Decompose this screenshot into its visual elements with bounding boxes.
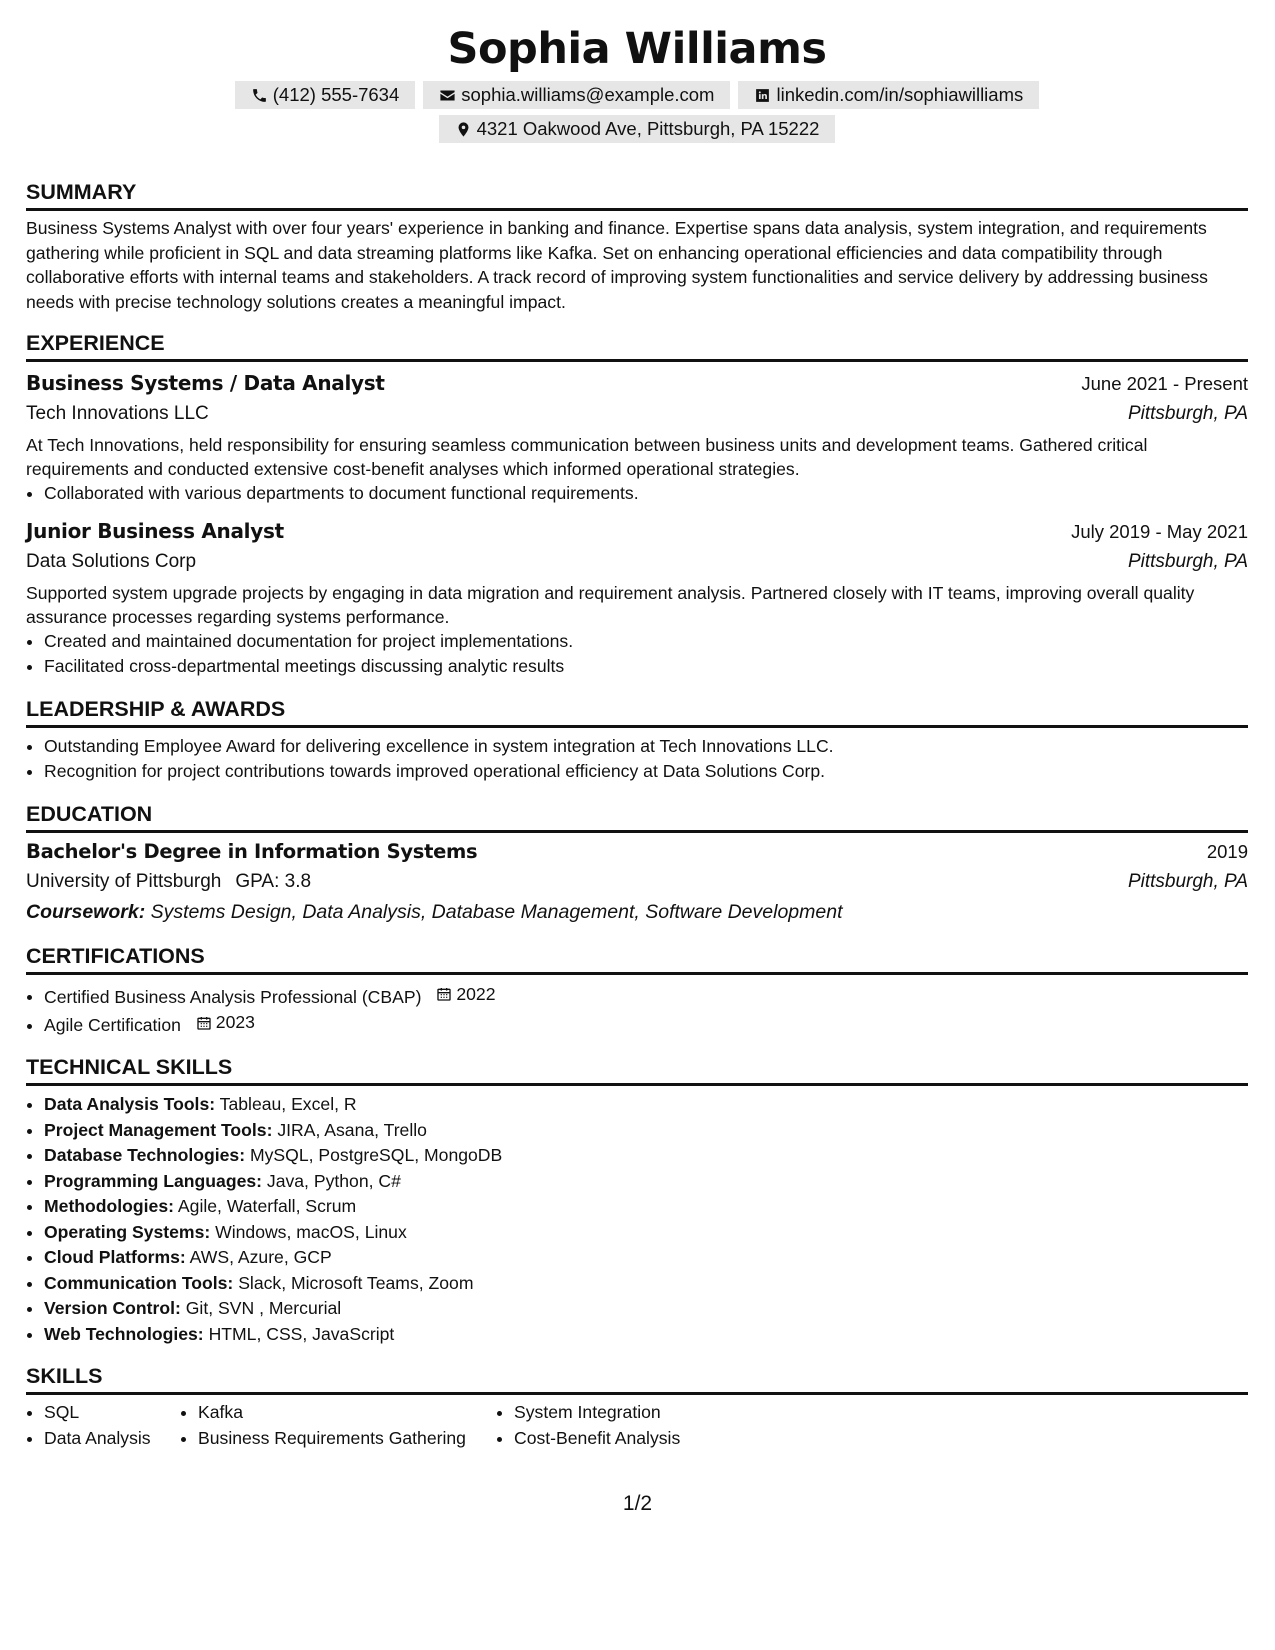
list-item	[44, 1271, 1248, 1297]
skill-value: Tableau, Excel, R	[219, 1094, 357, 1114]
coursework-label: Coursework:	[26, 900, 146, 923]
job-entry	[26, 368, 1248, 507]
calendar-icon	[196, 1015, 212, 1031]
job-description: Supported system upgrade projects by engaging in data migration and requirement analysis. Partnered closely with IT teams, improving overall quality assurance processes regarding systems performance.	[26, 582, 1195, 627]
linkedin-icon	[754, 87, 771, 104]
skill-value: HTML, CSS, JavaScript	[208, 1323, 395, 1344]
email-chip[interactable]	[423, 81, 730, 109]
section-title: TECHNICAL SKILLS	[26, 1054, 1248, 1086]
list-item: • Business Requirements Gathering	[198, 1425, 490, 1451]
job-description: At Tech Innovations, held responsibility for ensuring seamless communication between business units and development teams. Gathered critical requirements and conducted extensive cost-benefit analyses which informed operational strategies.	[26, 435, 1148, 479]
skill-label: Web Technologies:	[44, 1323, 204, 1344]
section-title: SUMMARY	[26, 179, 1248, 211]
skills-column	[174, 1399, 490, 1451]
candidate-name: Sophia Williams	[447, 24, 827, 74]
section-title: EXPERIENCE	[26, 330, 1248, 362]
list-item: • SQL	[44, 1399, 174, 1425]
address-chip	[439, 115, 836, 143]
job-dates: June 2021 - Present	[1081, 373, 1248, 394]
page-number: 1/2	[622, 1492, 653, 1515]
map-pin-icon	[455, 121, 472, 138]
job-company: Data Solutions Corp	[26, 550, 197, 572]
technical-skills-list	[26, 1092, 1248, 1347]
skills-column	[490, 1399, 680, 1451]
section-title: SKILLS	[26, 1363, 1248, 1395]
section-title: CERTIFICATIONS	[26, 943, 1248, 975]
job-entry	[26, 516, 1248, 680]
summary-section	[26, 179, 1248, 314]
cert-name: Certified Business Analysis Professional (CBAP)	[44, 986, 422, 1007]
phone-text: (412) 555-7634	[272, 84, 400, 105]
skill-label: Version Control:	[44, 1298, 181, 1318]
skill-value: Java, Python, C#	[266, 1170, 401, 1191]
list-item	[44, 1169, 1248, 1195]
list-item: • Facilitated cross-departmental meetings discussing analytic results	[44, 654, 1248, 680]
skill-label: Communication Tools:	[44, 1272, 234, 1293]
contact-row-1	[26, 81, 1248, 109]
resume-page	[26, 0, 1248, 1451]
envelope-icon	[439, 87, 456, 104]
skill-value: AWS, Azure, GCP	[189, 1247, 332, 1267]
skills-column	[26, 1399, 174, 1451]
certifications-list	[26, 982, 1248, 1039]
skill-value: Git, SVN , Mercurial	[185, 1298, 342, 1318]
skill-label: Project Management Tools:	[44, 1119, 273, 1140]
list-item	[44, 1143, 1248, 1169]
phone-icon	[251, 87, 268, 104]
skills-section	[26, 1363, 1248, 1451]
list-item	[44, 1118, 1248, 1144]
job-header-row	[26, 368, 1248, 399]
list-item: • Cost-Benefit Analysis	[514, 1425, 680, 1451]
cert-year: 2022	[456, 983, 496, 1004]
technical-skills-section	[26, 1054, 1248, 1347]
skill-label: Programming Languages:	[44, 1170, 262, 1191]
list-item: • Kafka	[198, 1399, 490, 1425]
job-title: Business Systems / Data Analyst	[26, 371, 385, 395]
cert-name: Agile Certification	[44, 1014, 181, 1035]
school-line	[26, 867, 311, 897]
list-item: • System Integration	[514, 1399, 680, 1425]
school-location: Pittsburgh, PA	[1127, 870, 1248, 892]
cert-date	[436, 982, 495, 1008]
education-section	[26, 801, 1248, 927]
school-name: University of Pittsburgh	[26, 870, 222, 892]
skills-columns	[26, 1399, 1248, 1451]
job-location: Pittsburgh, PA	[1127, 403, 1248, 424]
cert-year: 2023	[215, 1011, 255, 1032]
linkedin-text: linkedin.com/in/sophiawilliams	[776, 84, 1024, 105]
list-item	[44, 1245, 1248, 1271]
list-item	[44, 1194, 1248, 1220]
certifications-section	[26, 943, 1248, 1039]
list-item	[44, 1092, 1248, 1118]
education-school-row	[26, 867, 1248, 897]
degree-title: Bachelor's Degree in Information Systems	[26, 839, 478, 863]
list-item: • Recognition for project contributions towards improved operational efficiency at Data Solutions Corp.	[44, 759, 1248, 785]
address-text: 4321 Oakwood Ave, Pittsburgh, PA 15222	[476, 118, 820, 139]
education-header-row	[26, 837, 1248, 867]
job-title: Junior Business Analyst	[26, 518, 284, 543]
list-item	[44, 1296, 1248, 1322]
email-text: sophia.williams@example.com	[461, 84, 715, 105]
skill-value: Slack, Microsoft Teams, Zoom	[238, 1272, 474, 1293]
cert-date	[196, 1010, 255, 1036]
coursework	[26, 897, 1248, 927]
coursework-text: Systems Design, Data Analysis, Database Management, Software Development	[150, 900, 843, 923]
section-title: EDUCATION	[26, 801, 1248, 833]
leadership-list	[26, 734, 1248, 785]
summary-text: Business Systems Analyst with over four years' experience in banking and finance. Expertise spans data analysis, system integration, and requirements gathering while proficient in SQL and data streaming platforms like Kafka. Set on enhancing operational efficiencies and data compatibility through collaborative efforts with internal teams and stakeholders. A track record of improving system functionalities and service delivery by addressing business needs with precise technology solutions creates a meaningful impact.	[26, 218, 1208, 312]
job-company-row	[26, 399, 1248, 429]
list-item: • Collaborated with various departments to document functional requirements.	[44, 481, 1248, 507]
list-item: • Data Analysis	[44, 1425, 174, 1451]
job-dates: July 2019 - May 2021	[1071, 520, 1248, 542]
job-location: Pittsburgh, PA	[1127, 550, 1248, 572]
skill-label: Cloud Platforms:	[44, 1247, 186, 1267]
graduation-year: 2019	[1206, 840, 1248, 862]
list-item	[44, 1322, 1248, 1348]
job-bullets	[26, 629, 1248, 680]
skill-value: MySQL, PostgreSQL, MongoDB	[249, 1145, 503, 1165]
skill-label: Data Analysis Tools:	[44, 1094, 216, 1114]
leadership-section	[26, 696, 1248, 785]
skill-value: Windows, macOS, Linux	[215, 1221, 407, 1242]
list-item: • Created and maintained documentation for project implementations.	[44, 629, 1248, 655]
skill-label: Operating Systems:	[44, 1221, 211, 1242]
job-company: Tech Innovations LLC	[26, 403, 209, 424]
job-bullets	[26, 481, 1248, 507]
calendar-icon	[436, 986, 452, 1002]
experience-section	[26, 330, 1248, 680]
linkedin-chip[interactable]	[738, 81, 1039, 109]
skill-value: JIRA, Asana, Trello	[277, 1119, 427, 1140]
skill-value: Agile, Waterfall, Scrum	[177, 1196, 357, 1216]
list-item	[44, 1010, 1248, 1038]
list-item: • Outstanding Employee Award for delivering excellence in system integration at Tech Innovations LLC.	[44, 734, 1248, 760]
phone-chip[interactable]	[235, 81, 416, 109]
section-title: LEADERSHIP & AWARDS	[26, 696, 1248, 728]
job-company-row	[26, 547, 1248, 577]
skill-label: Methodologies:	[44, 1196, 174, 1216]
gpa: GPA: 3.8	[235, 870, 312, 892]
list-item	[44, 982, 1248, 1010]
contact-row-2	[26, 115, 1248, 143]
skill-label: Database Technologies:	[44, 1145, 246, 1165]
job-header-row	[26, 516, 1248, 547]
list-item	[44, 1220, 1248, 1246]
